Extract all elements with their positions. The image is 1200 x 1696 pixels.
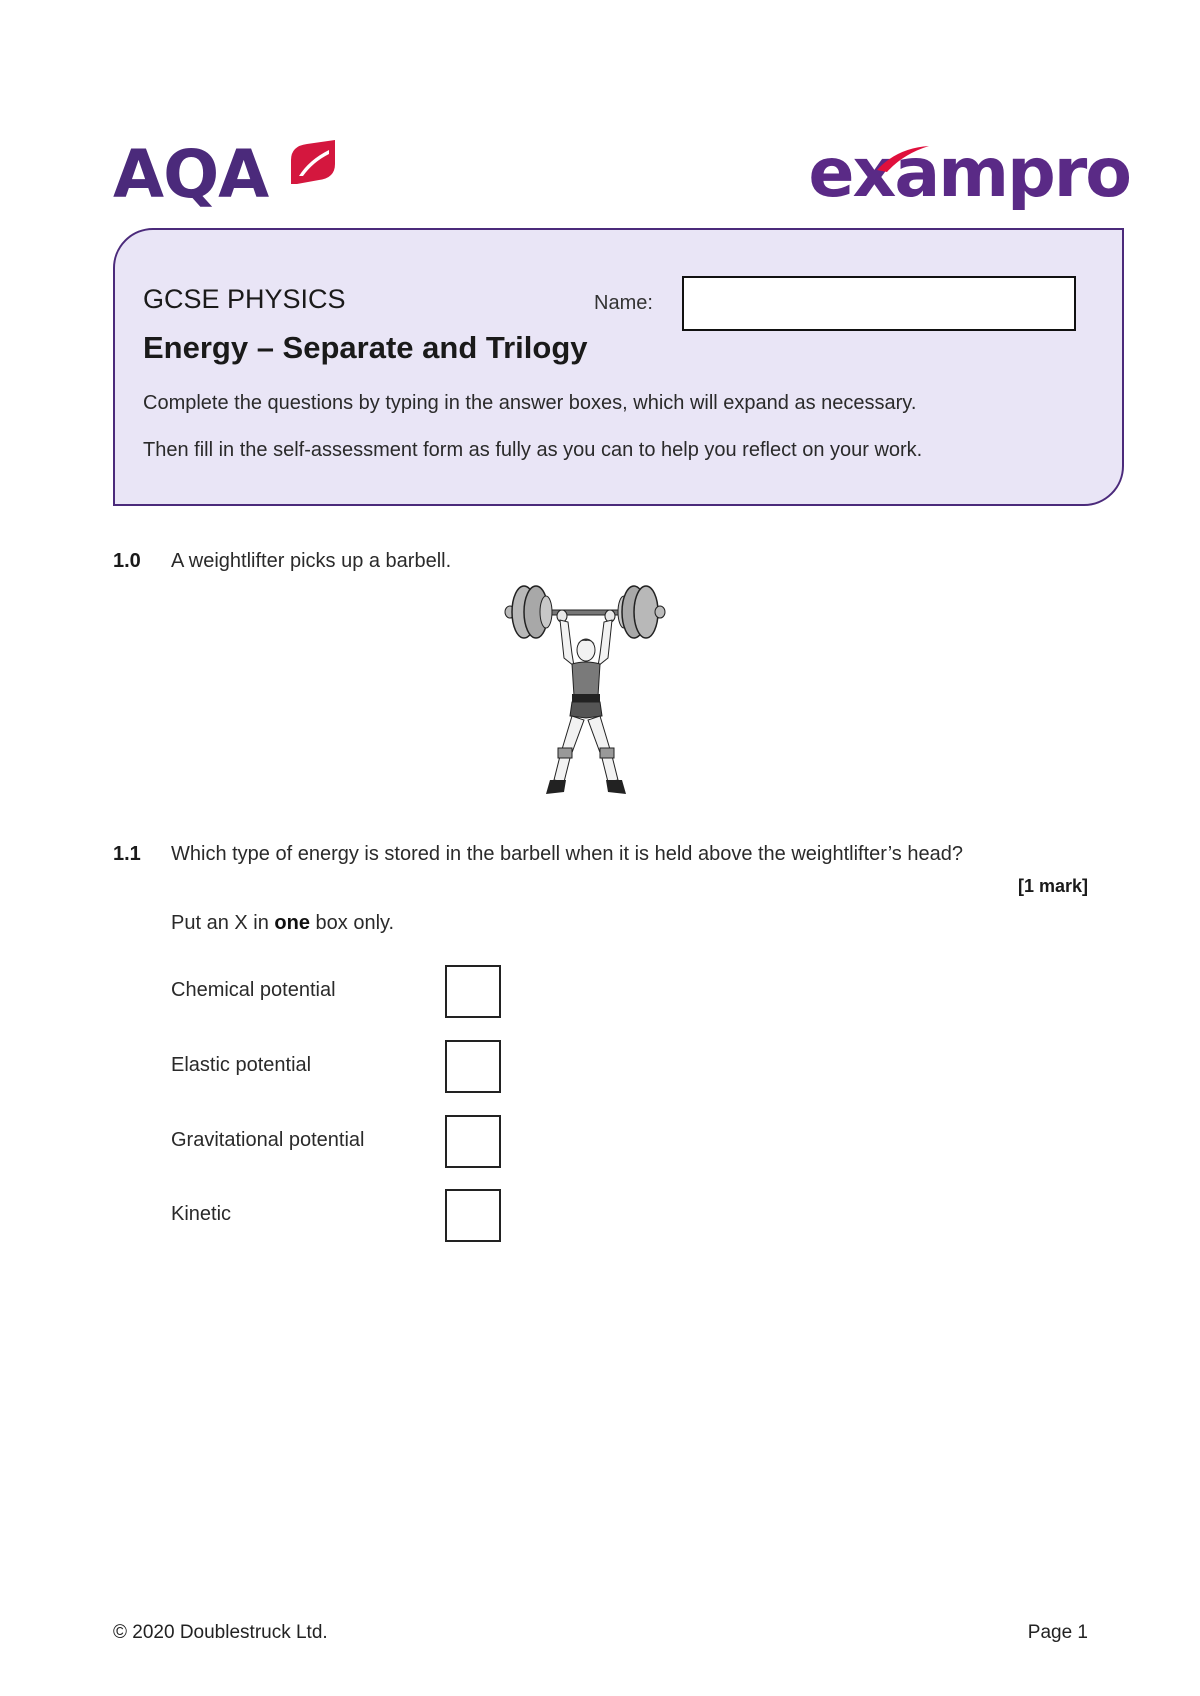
question-number: 1.0	[113, 550, 141, 572]
question-text: Which type of energy is stored in the barbell when it is held above the weightlifter’s head?	[171, 843, 963, 865]
option-label: Chemical potential	[171, 979, 336, 1001]
exampro-swoosh-icon	[873, 144, 933, 174]
option-label: Elastic potential	[171, 1054, 312, 1076]
exampro-logo-text: exampro	[808, 134, 1130, 213]
subject-heading: GCSE PHYSICS	[143, 284, 346, 314]
answer-instruction: Put an X in one box only.	[171, 912, 395, 934]
question-number: 1.1	[113, 843, 141, 865]
option-label: Kinetic	[171, 1203, 232, 1225]
marks-label: [1 mark]	[1017, 876, 1088, 896]
footer-page-number: Page 1	[1027, 1622, 1088, 1643]
option-checkbox-chemical-potential[interactable]	[445, 965, 501, 1018]
option-checkbox-kinetic[interactable]	[445, 1189, 501, 1242]
page-title: Energy – Separate and Trilogy	[143, 330, 588, 365]
option-checkbox-gravitational-potential[interactable]	[445, 1115, 501, 1168]
name-label: Name:	[594, 292, 653, 314]
aqa-logo	[113, 138, 333, 218]
exampro-logo	[808, 134, 1130, 220]
aqa-logo-text: AQA	[113, 136, 269, 213]
option-checkbox-elastic-potential[interactable]	[445, 1040, 501, 1093]
question-text: A weightlifter picks up a barbell.	[171, 550, 452, 572]
name-input[interactable]	[682, 276, 1076, 331]
footer-copyright: © 2020 Doublestruck Ltd.	[113, 1622, 328, 1643]
instruction-line-1: Complete the questions by typing in the answer boxes, which will expand as necessary.	[143, 392, 917, 414]
instruction-line-2: Then fill in the self-assessment form as fully as you can to help you reflect on your work.	[143, 439, 923, 461]
aqa-leaf-icon	[283, 138, 343, 190]
weightlifter-illustration	[502, 580, 668, 802]
option-label: Gravitational potential	[171, 1129, 365, 1151]
header-panel	[113, 228, 1124, 506]
